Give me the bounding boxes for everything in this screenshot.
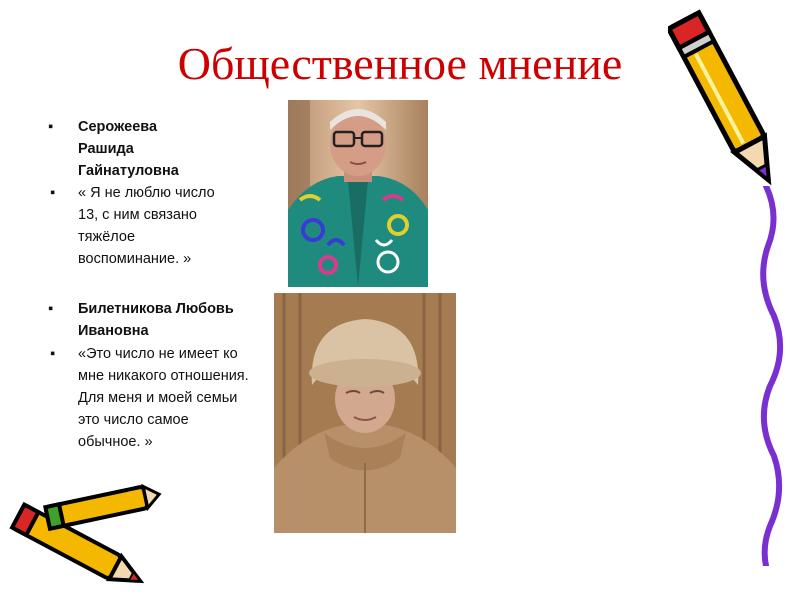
portrait-photo <box>274 293 456 533</box>
portrait-photo <box>288 100 428 287</box>
squiggle-line-icon <box>752 186 792 566</box>
quote-text: « Я не люблю число 13, с ним связано тяжёлое воспоминание. » <box>78 185 215 267</box>
list-item <box>50 343 253 453</box>
portrait-woman-icon <box>274 293 456 533</box>
bullet-icon: ▪ <box>48 119 54 135</box>
person-name: Серожеева Рашида Гайнатуловна <box>78 119 179 179</box>
list-item <box>48 298 258 342</box>
pencil-pair-icon <box>0 484 165 594</box>
slide-title: Общественное мнение <box>177 38 623 89</box>
bullet-icon: ▪ <box>48 301 54 317</box>
quote-text: «Это число не имеет ко мне никакого отношения. Для меня и моей семьи это число самое обычное. » <box>78 346 249 450</box>
pencil-icon <box>668 0 784 196</box>
person-name: Билетникова Любовь Ивановна <box>78 301 234 339</box>
list-item <box>48 116 198 182</box>
bullet-icon: ▪ <box>50 185 56 201</box>
list-item <box>50 182 238 270</box>
bullet-icon: ▪ <box>50 346 56 362</box>
portrait-man-icon <box>288 100 428 287</box>
